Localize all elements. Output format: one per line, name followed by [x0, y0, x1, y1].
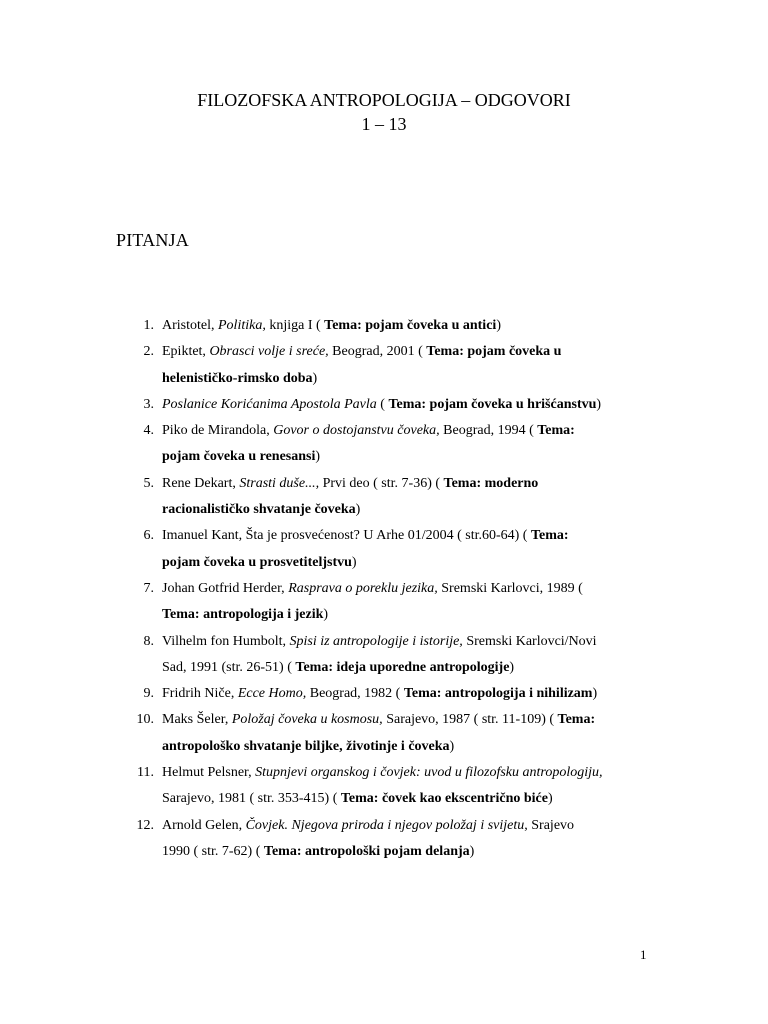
list-item-number: 1. — [143, 318, 154, 333]
citation-text: ) — [315, 449, 321, 465]
citation-text: Prvi deo ( str. 7-36) ( — [319, 475, 444, 491]
list-item — [132, 471, 672, 524]
citation-text: ) — [312, 370, 318, 386]
topic-text: pojam čoveka u renesansi — [162, 449, 316, 465]
citation-text: Maks Šeler, — [162, 712, 232, 728]
document-title — [0, 88, 768, 136]
list-item — [132, 760, 672, 813]
page-number: 1 — [640, 947, 647, 962]
citation-text: Sremski Karlovci, 1989 ( — [437, 580, 583, 596]
work-title: Govor o dostojanstvu čoveka, — [273, 423, 440, 439]
citation-text: Imanuel Kant, Šta je prosvećenost? U Arhe 01/2004 ( str.60-64) ( — [162, 528, 531, 544]
list-item-number: 3. — [143, 396, 154, 412]
work-title: Stupnjevi organskog i čovjek: uvod u filozofsku antropologiju, — [255, 765, 603, 781]
topic-text: Tema: — [537, 423, 575, 439]
citation-text: Beograd, 1994 ( — [439, 423, 538, 439]
title-line-1: FILOZOFSKA ANTROPOLOGIJA – ODGOVORI — [197, 90, 571, 110]
list-item — [132, 418, 672, 471]
list-item — [132, 707, 672, 760]
work-title: Poslanice Korićanima Apostola Pavla — [162, 396, 377, 412]
citation-text: Helmut Pelsner, — [162, 765, 256, 781]
topic-text: Tema: moderno — [443, 475, 539, 491]
list-item — [132, 392, 672, 418]
topic-text: Tema: — [557, 712, 596, 728]
citation-text: ) — [449, 738, 455, 754]
title-line-2: 1 – 13 — [361, 114, 407, 134]
topic-text: Tema: pojam čoveka u hrišćanstvu — [388, 396, 597, 412]
topic-text: Tema: čovek kao ekscentrično biće — [340, 791, 548, 807]
topic-text: antropološko shvatanje biljke, životinje i čoveka — [162, 738, 450, 754]
list-item-number: 7. — [143, 580, 154, 596]
topic-text: Tema: pojam čoveka u antici — [324, 318, 497, 333]
citation-text: Beograd, 2001 ( — [328, 344, 427, 360]
citation-text: Sad, 1991 (str. 26-51) ( — [162, 659, 296, 675]
citation-text: Sarajevo, 1981 ( str. 353-415) ( — [162, 791, 341, 807]
citation-text: ) — [592, 686, 598, 702]
citation-text: knjiga I ( — [265, 318, 325, 333]
citation-text: Sarajevo, 1987 ( str. 11-109) ( — [382, 712, 558, 728]
list-item — [132, 313, 672, 339]
citation-text: 1990 ( str. 7-62) ( — [162, 843, 264, 859]
citation-text: Fridrih Niče, — [162, 686, 238, 702]
list-item-number: 2. — [143, 344, 154, 360]
list-item-number: 9. — [143, 686, 154, 702]
citation-text: ) — [509, 659, 515, 675]
reference-list — [132, 313, 672, 865]
citation-text: ) — [355, 502, 361, 518]
topic-text: racionalističko shvatanje čoveka — [162, 502, 356, 518]
citation-text: ) — [323, 607, 329, 623]
citation-text: Piko de Mirandola, — [162, 423, 274, 439]
work-title: Rasprava o poreklu jezika, — [288, 580, 438, 596]
list-item — [132, 813, 672, 866]
section-heading: PITANJA — [116, 230, 189, 250]
citation-text: , Srajevo — [524, 817, 575, 833]
citation-text: ) — [469, 843, 475, 859]
citation-text: Sremski Karlovci/Novi — [462, 633, 597, 649]
citation-text: ( — [376, 396, 389, 412]
list-item — [132, 523, 672, 576]
work-title: Obrasci volje i sreće, — [209, 344, 329, 360]
work-title: Spisi iz antropologije i istorije, — [289, 633, 463, 649]
citation-text: Aristotel, — [162, 318, 218, 333]
work-title: Politika, — [218, 318, 266, 333]
list-item-number: 5. — [143, 475, 154, 491]
citation-text: Arnold Gelen, — [162, 817, 246, 833]
list-item — [132, 681, 672, 707]
list-item-number: 12. — [136, 817, 154, 833]
work-title: Ecce Homo, — [237, 686, 307, 702]
work-title: Čovjek. Njegova priroda i njegov položaj i svijetu — [245, 817, 525, 833]
topic-text: Tema: antropološki pojam delanja — [263, 843, 470, 859]
topic-text: Tema: ideja uporedne antropologije — [295, 659, 510, 675]
list-item — [132, 576, 672, 629]
work-title: Položaj čoveka u kosmosu, — [231, 712, 383, 728]
topic-text: Tema: pojam čoveka u — [426, 344, 562, 360]
list-item-number: 11. — [137, 765, 154, 781]
topic-text: Tema: antropologija i nihilizam — [403, 686, 593, 702]
topic-text: pojam čoveka u prosvetiteljstvu — [162, 554, 352, 570]
topic-text: helenističko-rimsko doba — [162, 370, 313, 386]
topic-text: Tema: antropologija i jezik — [162, 607, 324, 623]
citation-text: Rene Dekart, — [162, 475, 240, 491]
list-item — [132, 629, 672, 682]
citation-text: Vilhelm fon Humbolt, — [162, 633, 290, 649]
list-item-number: 6. — [143, 528, 154, 544]
work-title: Strasti duše..., — [239, 475, 320, 491]
citation-text: ) — [547, 791, 553, 807]
citation-text: ) — [351, 554, 357, 570]
citation-text: Beograd, 1982 ( — [306, 686, 404, 702]
citation-text: ) — [496, 318, 501, 333]
topic-text: Tema: — [530, 528, 569, 544]
list-item-number: 4. — [143, 423, 154, 439]
citation-text: Epiktet, — [162, 344, 210, 360]
list-item-number: 8. — [143, 633, 154, 649]
list-item-number: 10. — [136, 712, 154, 728]
list-item — [132, 339, 672, 392]
citation-text: ) — [596, 396, 602, 412]
citation-text: Johan Gotfrid Herder, — [162, 580, 289, 596]
